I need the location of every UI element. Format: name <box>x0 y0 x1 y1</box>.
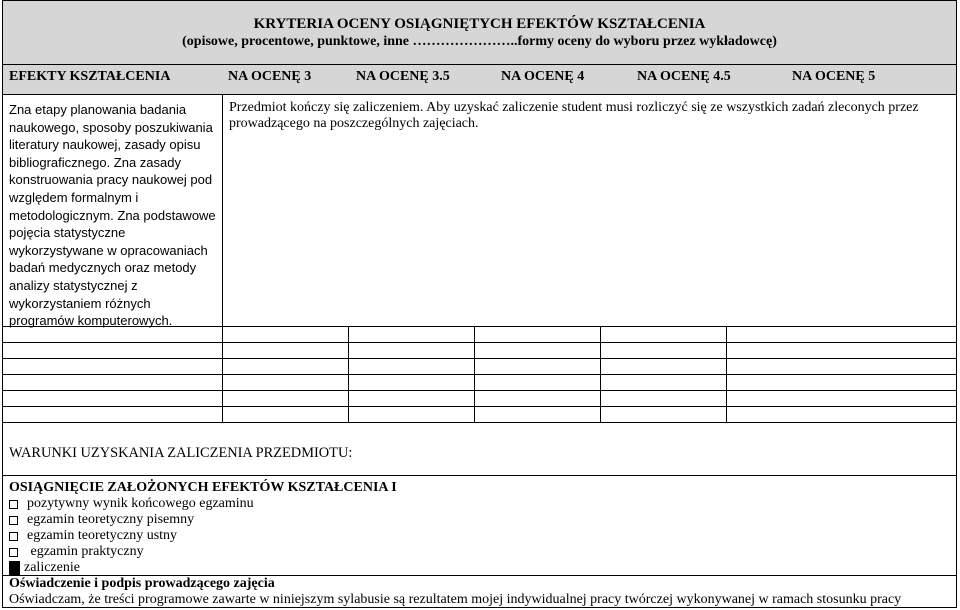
rule-empty-row-d <box>2 390 957 391</box>
criteria-cell: Przedmiot kończy się zaliczeniem. Aby uzyskać zaliczenie student musi rozliczyć się ze wszystkich zadań zleconych przez prowadzącego na poszczególnych zajęciach. <box>229 100 919 131</box>
option-written-exam[interactable] <box>9 512 954 528</box>
option-label: zaliczenie <box>24 560 80 575</box>
rule-empty-row-a <box>2 342 957 343</box>
rule-empty-row-c <box>2 374 957 375</box>
divider-effects-criteria <box>222 94 223 422</box>
column-header-effects: EFEKTY KSZTAŁCENIA <box>9 69 171 84</box>
column-header-grade-4-5: NA OCENĘ 4.5 <box>637 69 731 84</box>
divider-col-4 <box>600 326 601 422</box>
checkbox-icon[interactable] <box>9 548 18 557</box>
declaration-heading: Oświadczenie i podpis prowadzącego zajęcia <box>9 576 275 591</box>
checkbox-checked-icon[interactable] <box>9 561 20 576</box>
option-practical-exam[interactable] <box>9 544 954 560</box>
option-label: egzamin teoretyczny pisemny <box>27 512 195 527</box>
checkbox-icon[interactable] <box>9 532 18 541</box>
achievement-section <box>9 480 954 608</box>
divider-col-3 <box>474 326 475 422</box>
page-subtitle: (opisowe, procentowe, punktowe, inne …………………..formy oceny do wyboru przez wykładowcę) <box>182 34 777 49</box>
option-label: egzamin teoretyczny ustny <box>27 528 178 543</box>
conditions-heading: WARUNKI UZYSKANIA ZALICZENIA PRZEDMIOTU: <box>9 445 353 461</box>
option-final-exam[interactable] <box>9 496 954 512</box>
checkbox-icon[interactable] <box>9 516 18 525</box>
rule-above-conditions <box>2 422 957 423</box>
column-header-grade-5: NA OCENĘ 5 <box>792 69 876 84</box>
rule-below-columns <box>2 94 957 95</box>
achievement-heading: OSIĄGNIĘCIE ZAŁOŻONYCH EFEKTÓW KSZTAŁCENIA I <box>9 480 397 495</box>
rule-below-conditions-heading <box>2 475 957 476</box>
rule-empty-row-b <box>2 358 957 359</box>
page-title: KRYTERIA OCENY OSIĄGNIĘTYCH EFEKTÓW KSZTAŁCENIA <box>253 16 706 32</box>
column-header-grade-4: NA OCENĘ 4 <box>501 69 585 84</box>
divider-col-2 <box>348 326 349 422</box>
table-title-block <box>2 16 957 50</box>
column-header-grade-3-5: NA OCENĘ 3.5 <box>356 69 450 84</box>
learning-effects-cell: Zna etapy planowania badania naukowego, sposoby poszukiwania literatury naukowej, zasady opisu bibliograficznego. Zna zasady konstruowania pracy naukowej pod względem formalnym i metodologicznym. Zna podstawowe pojęcia statystyczne wykorzystywane w opracowaniach badań medycznych oraz metody analizy statystycznej z wykorzystaniem różnych programów komputerowych. <box>9 102 216 329</box>
option-label: egzamin praktyczny <box>27 544 144 559</box>
rule-below-title <box>2 64 957 65</box>
option-oral-exam[interactable] <box>9 528 954 544</box>
column-header-grade-3: NA OCENĘ 3 <box>228 69 312 84</box>
option-credit[interactable] <box>9 560 954 576</box>
option-label: pozytywny wynik końcowego egzaminu <box>27 496 254 511</box>
checkbox-icon[interactable] <box>9 500 18 509</box>
rule-empty-row-e <box>2 406 957 407</box>
declaration-text: Oświadczam, że treści programowe zawarte w niniejszym sylabusie są rezultatem mojej indywidualnej pracy twórczej wykonywanej w ramach stosunku pracy <box>9 592 902 607</box>
divider-col-5 <box>726 326 727 422</box>
